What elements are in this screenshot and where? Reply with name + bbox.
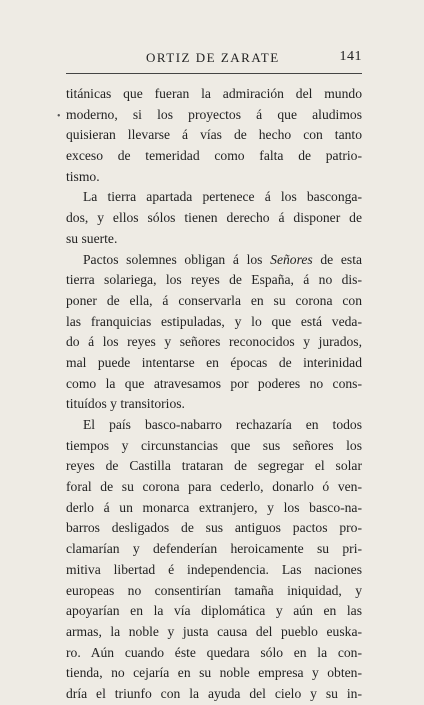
text-line: mitiva libertad é independencia. Las naciones — [66, 561, 362, 577]
text-run: de esta — [312, 251, 362, 267]
text-line: europeas no consentirían tamaña iniquidad, y — [66, 582, 362, 598]
text-line: armas, la noble y justa causa del pueblo euska- — [66, 623, 362, 639]
text-line: exceso de temeridad como falta de patrio- — [66, 148, 362, 164]
text-line: do á los reyes y señores reconocidos y jurados, — [66, 334, 362, 350]
text-line: dría el triunfo con la ayuda del cielo y su in- — [66, 685, 362, 701]
text-line: moderno, si los proyectos á que aludimos — [66, 106, 362, 122]
running-title: ORTIZ DE ZARATE — [146, 50, 280, 65]
text-line: apoyarían en la vía diplomática y aún en las — [66, 603, 362, 619]
text-line: clamarían y defenderían heroicamente su pri- — [66, 541, 362, 557]
text-line: La tierra apartada pertenece á los bascongа- — [83, 189, 362, 205]
text-line: tienda, no cejaría en su noble empresa y obten- — [66, 665, 362, 681]
page-header — [66, 50, 362, 68]
text-line: tierra solariega, los reyes de España, á no dis- — [66, 272, 362, 288]
text-line: quisieran llevarse á vías de hecho con tanto — [66, 127, 362, 143]
text-line: barros desligados de sus antiguos pactos pro- — [66, 520, 362, 536]
text-line: tituídos y transitorios. — [66, 396, 185, 412]
text-line: El país basco-nabarro rechazaría en todos — [83, 417, 362, 432]
text-line: poner de ella, á conservarla en su corona con — [66, 292, 362, 308]
text-line: tismo. — [66, 168, 100, 184]
text-line: dos, y ellos sólos tienen derecho á disponer de — [66, 210, 362, 226]
text-line: foral de su corona para cederlo, donarlo ó ven- — [66, 479, 362, 495]
text-line — [66, 250, 362, 271]
italic-word: Señores — [270, 251, 313, 267]
text-line: tiempos y circunstancias que sus señores los — [66, 437, 362, 453]
header-rule — [66, 73, 362, 74]
body-text — [66, 84, 362, 705]
text-line: derlo á un monarca extranjero, y los basco-na- — [66, 499, 362, 515]
text-run: Pactos solemnes obligan á los — [83, 251, 271, 267]
text-line: mal puede intentarse en épocas de interinidad — [66, 354, 362, 370]
text-line: como la que atravesamos por poderes no cons- — [66, 375, 362, 391]
text-line: titánicas que fueran la admiración del mundo — [66, 86, 362, 101]
text-line: reyes de Castilla trataran de segregar el solar — [66, 458, 362, 474]
page-number: 141 — [339, 49, 362, 64]
text-line: las franquicias estipuladas, y lo que está veda- — [66, 313, 362, 329]
text-line: ro. Aún cuando éste quedara sólo en la con- — [66, 644, 362, 660]
margin-mark: • — [57, 111, 61, 122]
text-line: su suerte. — [66, 230, 118, 246]
